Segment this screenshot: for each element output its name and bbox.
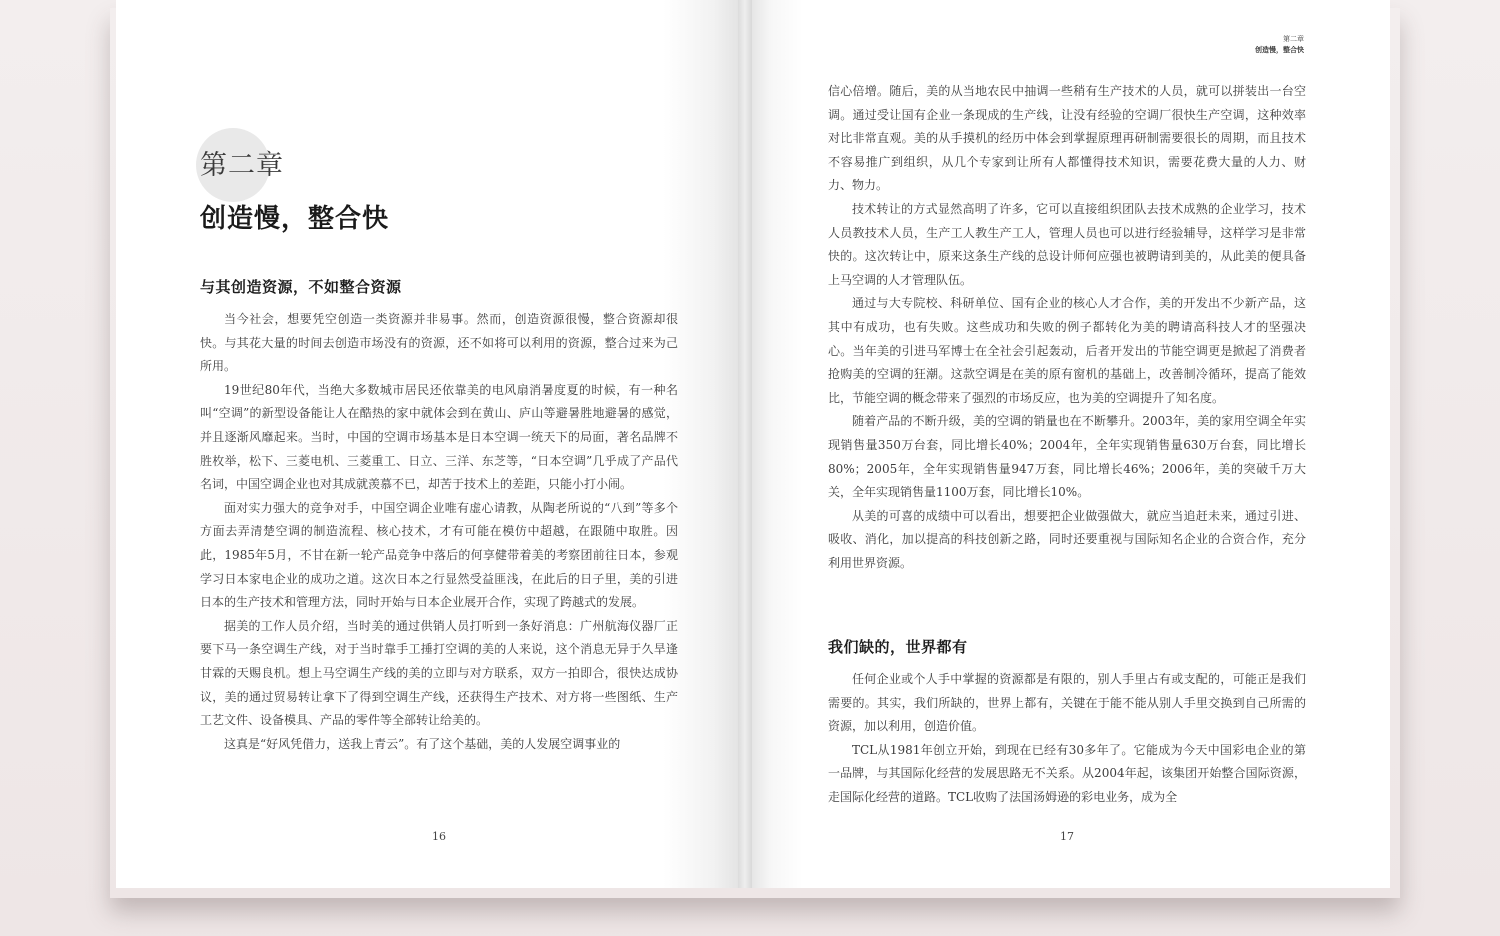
right-body-text-upper (828, 80, 1306, 575)
paragraph: 当今社会，想要凭空创造一类资源并非易事。然而，创造资源很慢，整合资源却很快。与其花大量的时间去创造市场没有的资源，还不如将可以利用的资源，整合过来为己所用。 (200, 312, 678, 374)
left-page (116, 0, 738, 888)
section-heading: 我们缺的，世界都有 (828, 638, 968, 656)
paragraph: 任何企业或个人手中掌握的资源都是有限的，别人手里占有或支配的，可能正是我们需要的。其实，我们所缺的，世界上都有，关键在于能不能从别人手里交换到自己所需的资源，加以利用，创造价值。 (828, 672, 1306, 734)
chapter-number: 第二章 (200, 150, 284, 181)
paragraph: 从美的可喜的成绩中可以看出，想要把企业做强做大，就应当追赶未来，通过引进、吸收、消化，加以提高的科技创新之路，同时还要重视与国际知名企业的合资合作，充分利用世界资源。 (828, 508, 1306, 570)
left-body-text (200, 308, 678, 756)
paragraph: 这真是“好风凭借力，送我上青云”。有了这个基础，美的人发展空调事业的 (224, 736, 621, 751)
paragraph: 面对实力强大的竞争对手，中国空调企业唯有虚心请教，从陶老所说的“八到”等多个方面去弄清楚空调的制造流程、核心技术，才有可能在模仿中超越，在跟随中取胜。因此，1985年5月，不甘在新一轮产品竞争中落后的何享健带着美的考察团前往日本，参观学习日本家电企业的成功之道。这次日本之行显然受益匪浅，在此后的日子里，美的引进日本的生产技术和管理方法，同时开始与日本企业展开合作，实现了跨越式的发展。 (200, 500, 678, 610)
paragraph: TCL从1981年创立开始，到现在已经有30多年了。它能成为今天中国彩电企业的第一品牌，与其国际化经营的发展思路无不关系。从2004年起，该集团开始整合国际资源，走国际化经营的道路。TCL收购了法国汤姆逊的彩电业务，成为全 (828, 742, 1306, 804)
running-head (1255, 34, 1304, 56)
running-head-title: 创造慢，整合快 (1255, 46, 1304, 54)
paragraph: 随着产品的不断升级，美的空调的销量也在不断攀升。2003年，美的家用空调全年实现销售量350万台套，同比增长40%；2004年，全年实现销售量630万台套，同比增长80%；2005年，全年实现销售量947万套，同比增长46%；2006年，美的突破千万大关，全年实现销售量1100万套，同比增长10%。 (828, 414, 1306, 500)
running-head-chapter: 第二章 (1283, 35, 1304, 43)
chapter-title: 创造慢，整合快 (200, 204, 390, 234)
paragraph: 19世纪80年代，当绝大多数城市居民还依靠美的电风扇消暑度夏的时候，有一种名叫“空调”的新型设备能让人在酷热的家中就体会到在黄山、庐山等避暑胜地避暑的感觉，并且逐渐风靡起来。当时，中国的空调市场基本是日本空调一统天下的局面，著名品牌不胜枚举，松下、三菱电机、三菱重工、日立、三洋、东芝等，“日本空调”几乎成了产品代名词，中国空调企业也对其成就羡慕不已，却苦于技术上的差距，只能小打小闹。 (200, 382, 678, 492)
right-page (752, 0, 1390, 888)
paragraph: 通过与大专院校、科研单位、国有企业的核心人才合作，美的开发出不少新产品，这其中有成功，也有失败。这些成功和失败的例子都转化为美的聘请高科技人才的坚强决心。当年美的引进马军博士在全社会引起轰动，后者开发出的节能空调更是掀起了消费者抢购美的空调的狂潮。这款空调是在美的原有窗机的基础上，改善制冷循环，提高了能效比，节能空调的概念带来了强烈的市场反应，也为美的空调提升了知名度。 (828, 296, 1306, 405)
section-heading: 与其创造资源，不如整合资源 (200, 278, 402, 296)
book-gutter (738, 0, 752, 888)
paragraph: 信心倍增。随后，美的从当地农民中抽调一些稍有生产技术的人员，就可以拼装出一台空调。通过受让国有企业一条现成的生产线，让没有经验的空调厂很快生产空调，这种效率对比非常直观。美的从手摸机的经历中体会到掌握原理再研制需要很长的周期，而且技术不容易推广到组织，从几个专家到让所有人都懂得技术知识，需要花费大量的人力、财力、物力。 (828, 84, 1306, 193)
paragraph: 据美的工作人员介绍，当时美的通过供销人员打听到一条好消息：广州航海仪器厂正要下马一条空调生产线，对于当时靠手工捶打空调的美的人来说，这个消息无异于久旱逢甘霖的天赐良机。想上马空调生产线的美的立即与对方联系，双方一拍即合，很快达成协议，美的通过贸易转让拿下了得到空调生产线，还获得生产技术、对方将一些图纸、生产工艺文件、设备模具、产品的零件等全部转让给美的。 (200, 618, 678, 728)
paragraph: 技术转让的方式显然高明了许多，它可以直接组织团队去技术成熟的企业学习，技术人员教技术人员，生产工人教生产工人，管理人员也可以进行经验辅导，这样学习是非常快的。这次转让中，原来这条生产线的总设计师何应强也被聘请到美的，从此美的便具备上马空调的人才管理队伍。 (828, 201, 1306, 287)
page-number: 16 (432, 830, 446, 843)
page-number: 17 (1060, 830, 1074, 843)
right-body-text-lower (828, 668, 1306, 810)
